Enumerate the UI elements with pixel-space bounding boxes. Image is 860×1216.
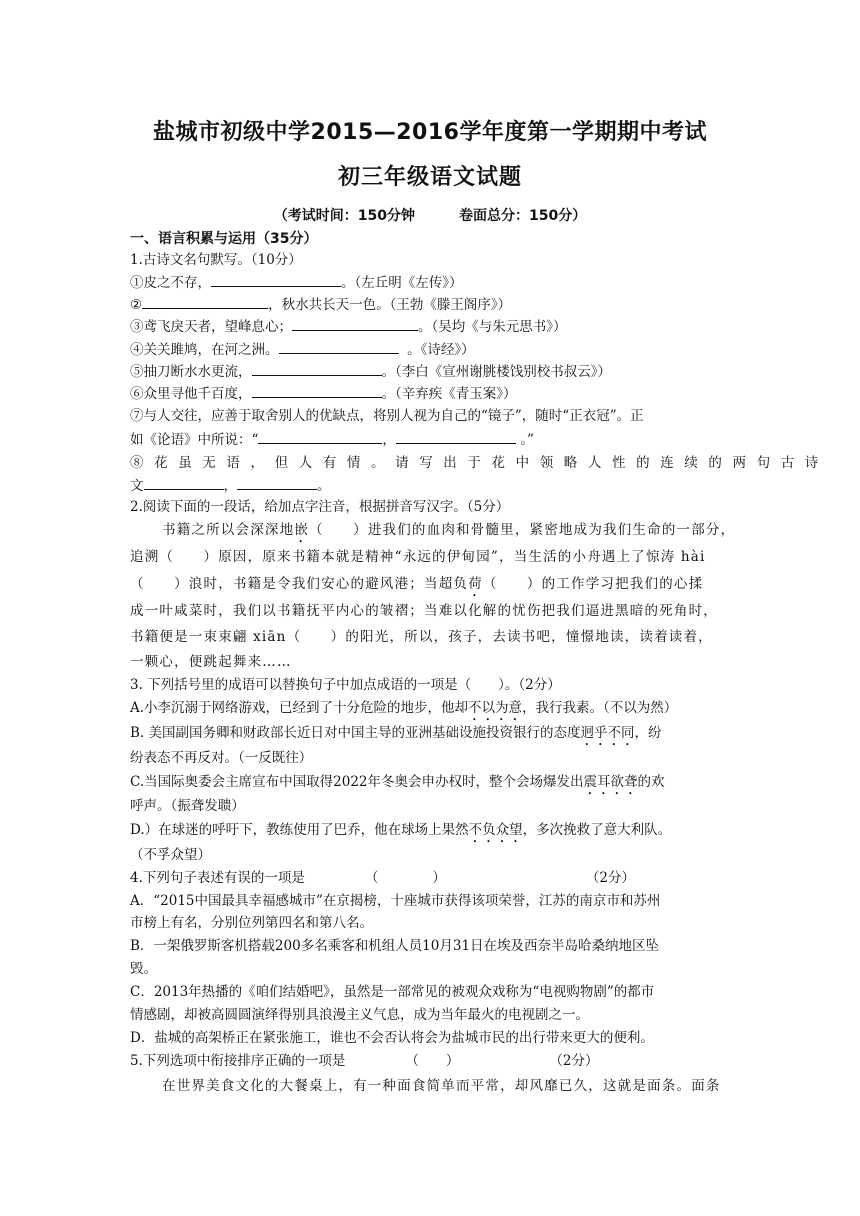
dotted-idiom: 不以为意: [468, 700, 523, 716]
q1-item-1: [130, 272, 463, 293]
q1-item-4-source: 。《诗经》）: [407, 342, 475, 358]
q1-item-3-prompt: ③鸢飞戾天者，望峰息心；: [130, 319, 292, 335]
answer-blank[interactable]: [258, 429, 382, 444]
answer-blank[interactable]: [279, 339, 399, 354]
option-text: ，纷: [634, 725, 662, 741]
score-label: （2分）: [585, 870, 635, 886]
q4-option-a-line-2: 市榜上有名，分别位列第四名和第八名。: [130, 915, 373, 931]
q1-item-3: [130, 316, 567, 337]
question-5-stem: [130, 1051, 598, 1071]
q1-item-2: [130, 294, 511, 315]
comma: ，: [223, 478, 237, 494]
q2-passage-line: [162, 520, 735, 546]
question-3-stem: 3. 下列括号里的成语可以替换句子中加点成语的一项是（ ）。（2分）: [130, 677, 561, 693]
exam-score: 卷面总分：150分）: [459, 208, 587, 224]
q1-item-2-source: ，秋水共长天一色。（王勃《滕王阁序》）: [268, 297, 512, 313]
dotted-char: 荷: [468, 576, 483, 592]
option-text: 的欢: [637, 774, 665, 790]
question-2-stem: 2.阅读下面的一段话，给加点字注音，根据拼音写汉字。（5分）: [130, 499, 510, 515]
q4-option-a: A．“2015中国最具幸福感城市”在京揭榜，十座城市获得该项荣誉，江苏的南京市和苏州: [130, 893, 661, 909]
answer-blank[interactable]: [211, 272, 341, 287]
dotted-char: 嵌: [294, 522, 310, 538]
q4-option-b-line-2: 毁。: [130, 961, 157, 977]
q3-option-c: [130, 772, 665, 798]
exam-subtitle: 初三年级语文试题: [337, 165, 522, 190]
score-label: （2分）: [549, 1053, 599, 1069]
question-1-stem: 1.古诗文名句默写。（10分）: [130, 252, 302, 268]
answer-blank[interactable]: [144, 475, 224, 490]
q1-item-8-prompt: 文: [130, 478, 144, 494]
option-text: A.小李沉溺于网络游戏，已经到了十分危险的地步，他却: [130, 700, 469, 716]
question-text: 4.下列句子表述有误的一项是: [130, 870, 305, 886]
q4-option-b: B．一架俄罗斯客机搭载200多名乘客和机组人员10月31日在埃及西奈半岛哈桑纳地区坠: [130, 938, 660, 954]
q1-item-8-line-2: [130, 475, 331, 496]
question-4-stem: [130, 868, 635, 888]
option-text: B. 美国副国务卿和财政部长近日对中国主导的亚洲基础设施投资银行的态度: [130, 725, 581, 741]
section-heading: 一、语言积累与运用（35分）: [130, 231, 318, 247]
q5-passage-line: 在世界美食文化的大餐桌上，有一种面食简单而平常，却风靡已久，这就是面条。面条: [162, 1078, 721, 1094]
q1-item-5-prompt: ⑤抽刀断水水更流，: [130, 364, 252, 380]
q2-passage-line: 成一叶咸菜时，我们以书籍抚平内心的皱褶；当难以化解的忧伤把我们逼进黑暗的死角时，: [130, 603, 718, 619]
period: 。: [317, 478, 331, 494]
q2-passage-line: 书籍便是一束束翩 xiān（ ）的阳光，所以，孩子，去读书吧，憧憬地读，读着读着，: [130, 629, 713, 645]
q1-item-3-source: 。（吴均《与朱元思书》）: [418, 319, 567, 335]
q1-item-5-source: 。（李白《宣州谢朓楼饯别校书叔云》）: [381, 364, 611, 380]
answer-blank[interactable]: [292, 316, 418, 331]
answer-blank[interactable]: [252, 383, 382, 398]
q1-item-7-line-1: ⑦与人交往，应善于取舍别人的优缺点，将别人视为自己的“镜子”，随时“正衣冠”。正: [130, 408, 644, 424]
passage-text: （ ）的工作学习把我们的心揉: [482, 576, 704, 592]
q1-item-1-source: 。（左丘明《左传》）: [341, 275, 463, 291]
q1-item-6-prompt: ⑥众里寻他千百度，: [130, 386, 252, 402]
answer-blank[interactable]: [396, 429, 516, 444]
question-text: 5.下列选项中衔接排序正确的一项是: [130, 1053, 346, 1069]
exam-info: [0, 205, 860, 225]
exam-title: 盐城市初级中学2015—2016学年度第一学期期中考试: [153, 120, 707, 145]
q3-option-d: [130, 820, 671, 846]
answer-paren[interactable]: （ ）: [364, 870, 446, 886]
closing-quote: 。”: [520, 432, 534, 448]
answer-blank[interactable]: [142, 294, 268, 309]
q1-item-7-prompt: 如《论语》中所说：“: [130, 432, 259, 448]
q3-option-d-line-2: （不孚众望）: [130, 847, 211, 863]
option-text: D.）在球迷的呼吁下，教练使用了巴乔，他在球场上果然: [130, 822, 469, 838]
q4-option-d: D．盐城的高架桥正在紧张施工，谁也不会否认将会为盐城市民的出行带来更大的便利。: [130, 1030, 654, 1046]
q1-item-8-line-1: ⑧花虽无语，但人有情。请写出于花中领略人性的连续的两句古诗: [130, 455, 829, 471]
q1-item-4: [130, 339, 475, 360]
passage-text: （ ）进我们的血肉和骨髓里，紧密地成为我们生命的一部分，: [309, 522, 736, 538]
q4-option-c: C．2013年热播的《咱们结婚吧》，虽然是一部常见的被观众戏称为“电视购物剧”的都市: [130, 984, 655, 1000]
q3-option-a: [130, 698, 677, 724]
option-text: C.当国际奥委会主席宣布中国取得2022年冬奥会申办权时，整个会场爆发出: [130, 774, 584, 790]
q1-item-2-prompt: ②: [130, 297, 143, 313]
q1-item-5: [130, 361, 611, 382]
answer-paren[interactable]: （ ）: [405, 1053, 460, 1069]
q4-option-c-line-2: 情感剧，却被高圆圆演绎得别具浪漫主义气息，成为当年最火的电视剧之一。: [130, 1007, 589, 1023]
exam-time: （考试时间：150分钟: [273, 208, 415, 224]
passage-text: 书籍之所以会深深地: [162, 522, 295, 538]
passage-text: （ ）浪时，书籍是令我们安心的避风港；当超负: [130, 576, 469, 592]
q1-item-6-source: 。（辛弃疾《青玉案》）: [381, 386, 517, 402]
answer-blank[interactable]: [237, 475, 317, 490]
option-text: ，多次挽救了意大利队。: [522, 822, 672, 838]
q2-passage-line: 追溯（ ）原因，原来书籍本就是精神“永远的伊甸园”，当生活的小舟遇上了惊涛 hài: [130, 549, 706, 565]
q2-passage-line: 一颗心，便跳起舞来……: [130, 654, 292, 670]
q1-item-1-prompt: ①皮之不存，: [130, 275, 211, 291]
q1-item-4-prompt: ④关关雎鸠，在河之洲。: [130, 342, 279, 358]
comma: ，: [382, 432, 396, 448]
q1-item-7-line-2: [130, 429, 534, 450]
dotted-idiom: 震耳欲聋: [583, 774, 638, 790]
dotted-idiom: 不负众望: [468, 822, 523, 838]
q3-option-c-line-2: 呼声。（振聋发聩）: [130, 798, 245, 814]
q3-option-b-line-2: 纷表态不再反对。（一反既往）: [130, 750, 313, 766]
q3-option-b: [130, 723, 662, 749]
answer-blank[interactable]: [252, 361, 382, 376]
dotted-idiom: 迥乎不同: [580, 725, 635, 741]
q1-item-6: [130, 383, 517, 404]
q2-passage-line: [130, 574, 703, 600]
option-text: ，我行我素。（不以为然）: [522, 700, 678, 716]
